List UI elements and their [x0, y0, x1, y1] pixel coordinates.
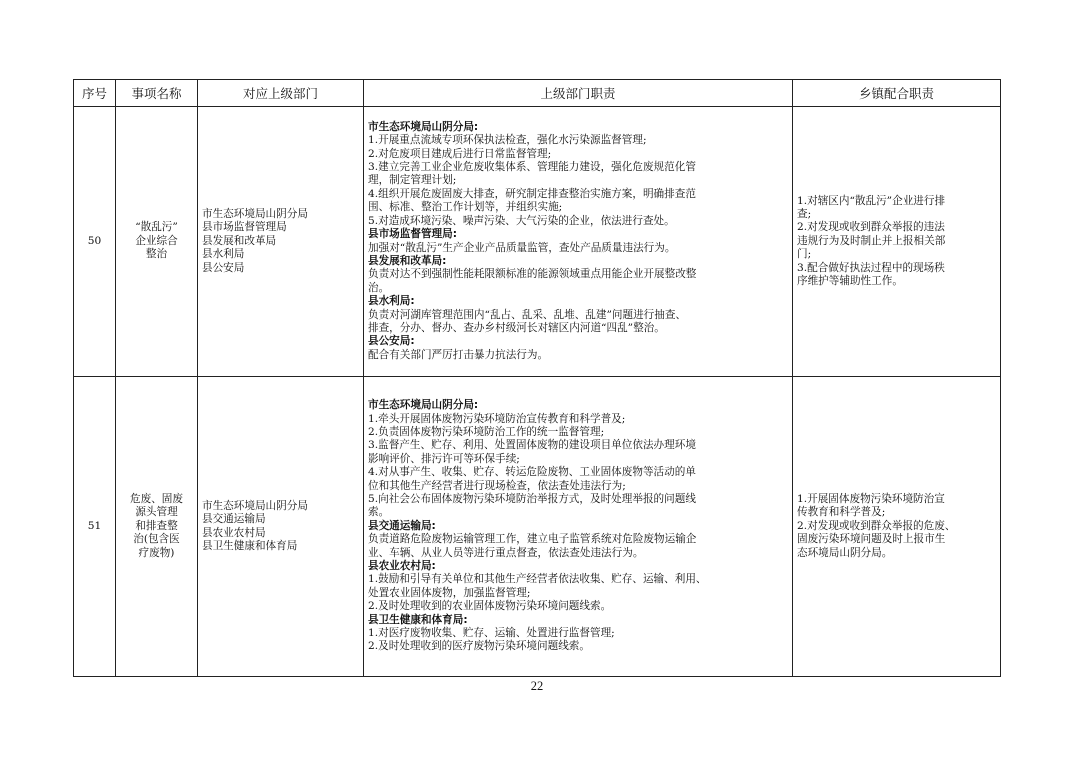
- item-name-line: 企业综合: [135, 234, 178, 247]
- duty-line: 配合有关部门严厉打击暴力抗法行为。: [368, 348, 549, 361]
- dept-name: 县卫生健康和体育局: [202, 539, 298, 552]
- dept-name: 县农业农村局: [202, 526, 266, 539]
- item-name-line: 源头管理: [135, 506, 178, 519]
- town-duty-line: 门;: [797, 248, 812, 261]
- town-duty-line: 1.对辖区内“散乱污”企业进行排: [797, 194, 946, 207]
- item-name-cell: [116, 107, 198, 377]
- duty-line: 1.开展重点流域专项环保执法检查，强化水污染源监督管理;: [368, 134, 647, 147]
- page-number: 22: [530, 679, 544, 693]
- duty-group-title: 市生态环境局山阴分局:: [368, 399, 479, 412]
- header-item-name: 事项名称: [116, 80, 198, 107]
- duty-line: 1.对医疗废物收集、贮存、运输、处置进行监督管理;: [368, 627, 615, 640]
- row-number: 50: [74, 107, 116, 377]
- header-duty: 上级部门职责: [364, 80, 793, 107]
- dept-cell: [198, 107, 364, 377]
- item-name-line: 整治: [145, 248, 168, 261]
- duty-line: 5.向社会公布固体废物污染环境防治举报方式，及时处理举报的问题线: [368, 492, 696, 505]
- duty-group-title: 县发展和改革局:: [368, 254, 447, 267]
- duty-line: 理，制定管理计划;: [368, 174, 457, 187]
- duty-line: 加强对“散乱污”生产企业产品质量监管，查处产品质量违法行为。: [368, 241, 676, 254]
- item-name-line: 危废、固废: [130, 492, 183, 505]
- header-town-duty: 乡镇配合职责: [793, 80, 1001, 107]
- duty-line: 位和其他生产经营者进行现场检查，依法查处违法行为;: [368, 479, 626, 492]
- header-no: 序号: [74, 80, 116, 107]
- item-name-line: “散乱污”: [135, 221, 178, 234]
- duty-line: 影响评价、排污许可等环保手续;: [368, 452, 520, 465]
- town-duty-line: 3.配合做好执法过程中的现场秩: [797, 261, 945, 274]
- town-duty-line: 传教育和科学普及;: [797, 506, 886, 519]
- duty-line: 2.负责固体废物污染环境防治工作的统一监督管理;: [368, 425, 605, 438]
- dept-name: 市生态环境局山阴分局: [202, 207, 308, 220]
- duty-line: 负责对达不到强制性能耗限额标准的能源领域重点用能企业开展整改整: [368, 268, 697, 281]
- town-duty-cell: [793, 377, 1001, 677]
- duty-line: 3.监督产生、贮存、利用、处置固体废物的建设项目单位依法办理环境: [368, 439, 696, 452]
- dept-name: 县交通运输局: [202, 513, 266, 526]
- town-duty-line: 序维护等辅助性工作。: [797, 275, 903, 288]
- dept-cell: [198, 377, 364, 677]
- table-row: [74, 107, 1001, 377]
- duty-line: 4.对从事产生、收集、贮存、转运危险废物、工业固体废物等活动的单: [368, 466, 696, 479]
- town-duty-line: 固废污染环境问题及时上报市生: [797, 533, 946, 546]
- duty-line: 围、标准、整治工作计划等，并组织实施;: [368, 201, 563, 214]
- duty-line: 负责道路危险废物运输管理工作，建立电子监管系统对危险废物运输企: [368, 533, 697, 546]
- duty-group-title: 县交通运输局:: [368, 519, 436, 532]
- dept-name: 县市场监督管理局: [202, 221, 287, 234]
- duty-line: 2.及时处理收到的医疗废物污染环境问题线索。: [368, 640, 590, 653]
- duty-line: 1.鼓励和引导有关单位和其他生产经营者依法收集、贮存、运输、利用、: [368, 573, 707, 586]
- header-dept: 对应上级部门: [198, 80, 364, 107]
- duty-line: 索。: [368, 506, 390, 519]
- dept-name: 县公安局: [202, 261, 245, 274]
- duty-line: 负责对河湖库管理范围内“乱占、乱采、乱堆、乱建”问题进行抽查、: [368, 308, 687, 321]
- duty-line: 2.及时处理收到的农业固体废物污染环境问题线索。: [368, 600, 612, 613]
- duty-group-title: 县卫生健康和体育局:: [368, 613, 468, 626]
- duty-line: 2.对危废项目建成后进行日常监督管理;: [368, 147, 552, 160]
- duty-table: [73, 79, 1001, 677]
- duty-group-title: 县水利局:: [368, 295, 415, 308]
- dept-name: 县水利局: [202, 248, 245, 261]
- duty-group-title: 县市场监督管理局:: [368, 228, 457, 241]
- duty-group-title: 市生态环境局山阴分局:: [368, 120, 479, 133]
- town-duty-cell: [793, 107, 1001, 377]
- table-row: [74, 377, 1001, 677]
- item-name-line: 和排查整: [135, 519, 178, 532]
- duty-cell: [364, 107, 793, 377]
- town-duty-line: 态环境局山阴分局。: [797, 546, 893, 559]
- town-duty-line: 2.对发现或收到群众举报的危废、: [797, 519, 956, 532]
- duty-line: 5.对造成环境污染、噪声污染、大气污染的企业，依法进行查处。: [368, 214, 675, 227]
- duty-line: 业、车辆、从业人员等进行重点督查，依法查处违法行为。: [368, 546, 644, 559]
- duty-line: 治。: [368, 281, 390, 294]
- duty-line: 1.牵头开展固体废物污染环境防治宣传教育和科学普及;: [368, 412, 626, 425]
- town-duty-line: 2.对发现或收到群众举报的违法: [797, 221, 945, 234]
- town-duty-line: 1.开展固体废物污染环境防治宣: [797, 492, 945, 505]
- duty-group-title: 县农业农村局:: [368, 560, 436, 573]
- town-duty-line: 违规行为及时制止并上报相关部: [797, 234, 946, 247]
- town-duty-line: 查;: [797, 207, 812, 220]
- duty-line: 排查，分办、督办、查办乡村级河长对辖区内河道“四乱”整治。: [368, 321, 665, 334]
- dept-name: 县发展和改革局: [202, 234, 277, 247]
- item-name-line: 治(包含医: [133, 533, 180, 546]
- duty-cell: [364, 377, 793, 677]
- duty-group-title: 县公安局:: [368, 335, 415, 348]
- item-name-line: 疗废物): [138, 546, 175, 559]
- dept-name: 市生态环境局山阴分局: [202, 499, 308, 512]
- header-row: [74, 80, 1001, 107]
- duty-line: 4.组织开展危废固废大排查，研究制定排查整治实施方案，明确排查范: [368, 187, 696, 200]
- duty-line: 处置农业固体废物，加强监督管理;: [368, 586, 531, 599]
- row-number: 51: [74, 377, 116, 677]
- item-name-cell: [116, 377, 198, 677]
- duty-line: 3.建立完善工业企业危废收集体系、管理能力建设，强化危废规范化管: [368, 161, 696, 174]
